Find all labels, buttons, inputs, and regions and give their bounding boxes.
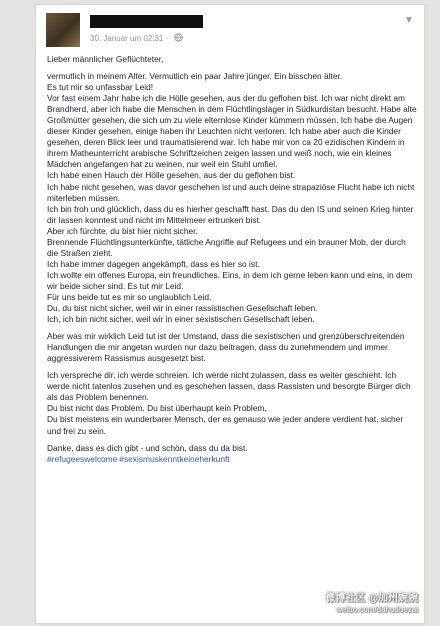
post-header [46,13,416,47]
post-text-line: Vor fast einem Jahr habe ich die Hölle gesehen, aus der du geflohen bist. Ich war nicht direkt am Brandherd, aber ich habe die Menschen in dem Flüchtlingslager in Südkurdistan besucht. Habe alte Großmütter gesehen, die sich um zu viele elternlose Kinder kümmern müssen. Ich habe die Augen dieser Kinder gesehen, einige haben ihr Leuchten nicht verloren. Ich habe aber auch die Kinder gesehen, deren Blick leer und traumatisierend war. Ich habe mir von ca 20 ezidischen Kindern in ihrem Matheunterricht arabische Schriftzeichen zeigen lassen und weiß noch, wie ein kleines Mädchen angefangen hat zu weinen, nur weil ein Stuhl umfiel. [47,93,417,170]
post-text-line: Ich habe nicht gesehen, was davor geschehen ist und auch deine strapaziöse Flucht habe ich nicht miterleben müssen. [47,181,415,203]
watermark-top: 微博社区 @加州婉婉 [325,593,418,604]
post-text-line: Aber was mir wirklich Leid tut ist der Umstand, dass die sexistischen und grenzüberschreitenden Handlungen die mir angetan wurden nur dazu beitragen, dass du zunehmendem und immer aggressiverem Rassismus ausgesetzt bist. [47,331,405,364]
post-text-line: Ich habe immer dagegen angekämpft, dass es hier so ist. [47,258,260,269]
post-text-line: Brennende Flüchtlingsunterkünfte, tätliche Angriffe auf Refugees und ein brauner Mob, der durch die Straßen zieht. [47,236,406,258]
post-paragraph [47,71,419,325]
post-text-line: Du bist nicht das Problem. Du bist überhaupt kein Problem. [47,403,267,414]
facebook-post-card [35,4,425,624]
post-text-line: Ich habe einen Hauch der Hölle gesehen, aus der du geflohen bist. [47,170,296,181]
author-name-redacted[interactable] [90,15,203,28]
post-paragraph [47,54,419,65]
avatar[interactable] [46,13,80,47]
chevron-down-icon[interactable]: ▼ [404,15,414,26]
hashtag-link[interactable]: #refugeeswelcome [47,453,118,464]
post-text-line: Ich wollte ein offenes Europa, ein freundliches. Eins, in dem ich gerne leben kann und eins, in dem wir beide sicher sind. Es tut mir Leid. [47,269,413,291]
post-paragraph [47,370,419,436]
globe-icon[interactable] [174,33,183,42]
post-text-line: Du bist meistens ein wunderbarer Mensch, der es genauso wie jeder andere verdient hat, sicher und frei zu sein. [47,414,404,436]
hashtag-link[interactable]: #sexismuskenntkeineherkunft [119,453,230,464]
post-text-line: Du, du bist nicht sicher, weil wir in einer rassistischen Gesellschaft leben. [47,303,318,314]
post-text-line: Aber ich fürchte, du bist hier nicht sicher. [47,225,198,236]
post-body [47,54,419,471]
post-text-line: Es tut mir so unfassbar Leid! [47,82,154,93]
post-text-line: Lieber männlicher Geflüchteter, [47,54,164,64]
post-text-line: Für uns beide tut es mir so unglaublich Leid. [47,291,212,302]
hashtag-list [47,454,419,465]
post-text-line: Ich bin froh und glücklich, dass du es hierher geschafft hast. Das du den IS und seinen Krieg hinter dir lassen konntest und nicht im Mittelmeer ertrunken bist. [47,203,414,225]
post-paragraph [47,331,419,364]
post-text-line: Ich, ich bin nicht sicher, weil wir in einer sexistischen Gesellschaft leben. [47,314,315,325]
post-meta [90,33,183,45]
post-timestamp[interactable]: 30. Januar um 02:31 · [90,34,169,43]
watermark-url: weibo.com/dahuduezai [336,605,418,614]
weibo-watermark [325,593,418,615]
post-text-line: Ich verspreche dir, ich werde schreien. Ich werde nicht zulassen, dass es weiter geschieht. Ich werde nicht tatenlos zusehen und es geschehen lassen, dass Rassisten und besorgte Bürger dich als das Problem benennen. [47,370,411,403]
post-text-line: vermutlich in meinem Alter. Vermutlich ein paar Jahre jünger. Ein bisschen älter. [47,71,343,82]
post-paragraph [47,443,419,465]
post-text-line: Danke, dass es dich gibt - und schön, dass du da bist. [47,442,248,453]
